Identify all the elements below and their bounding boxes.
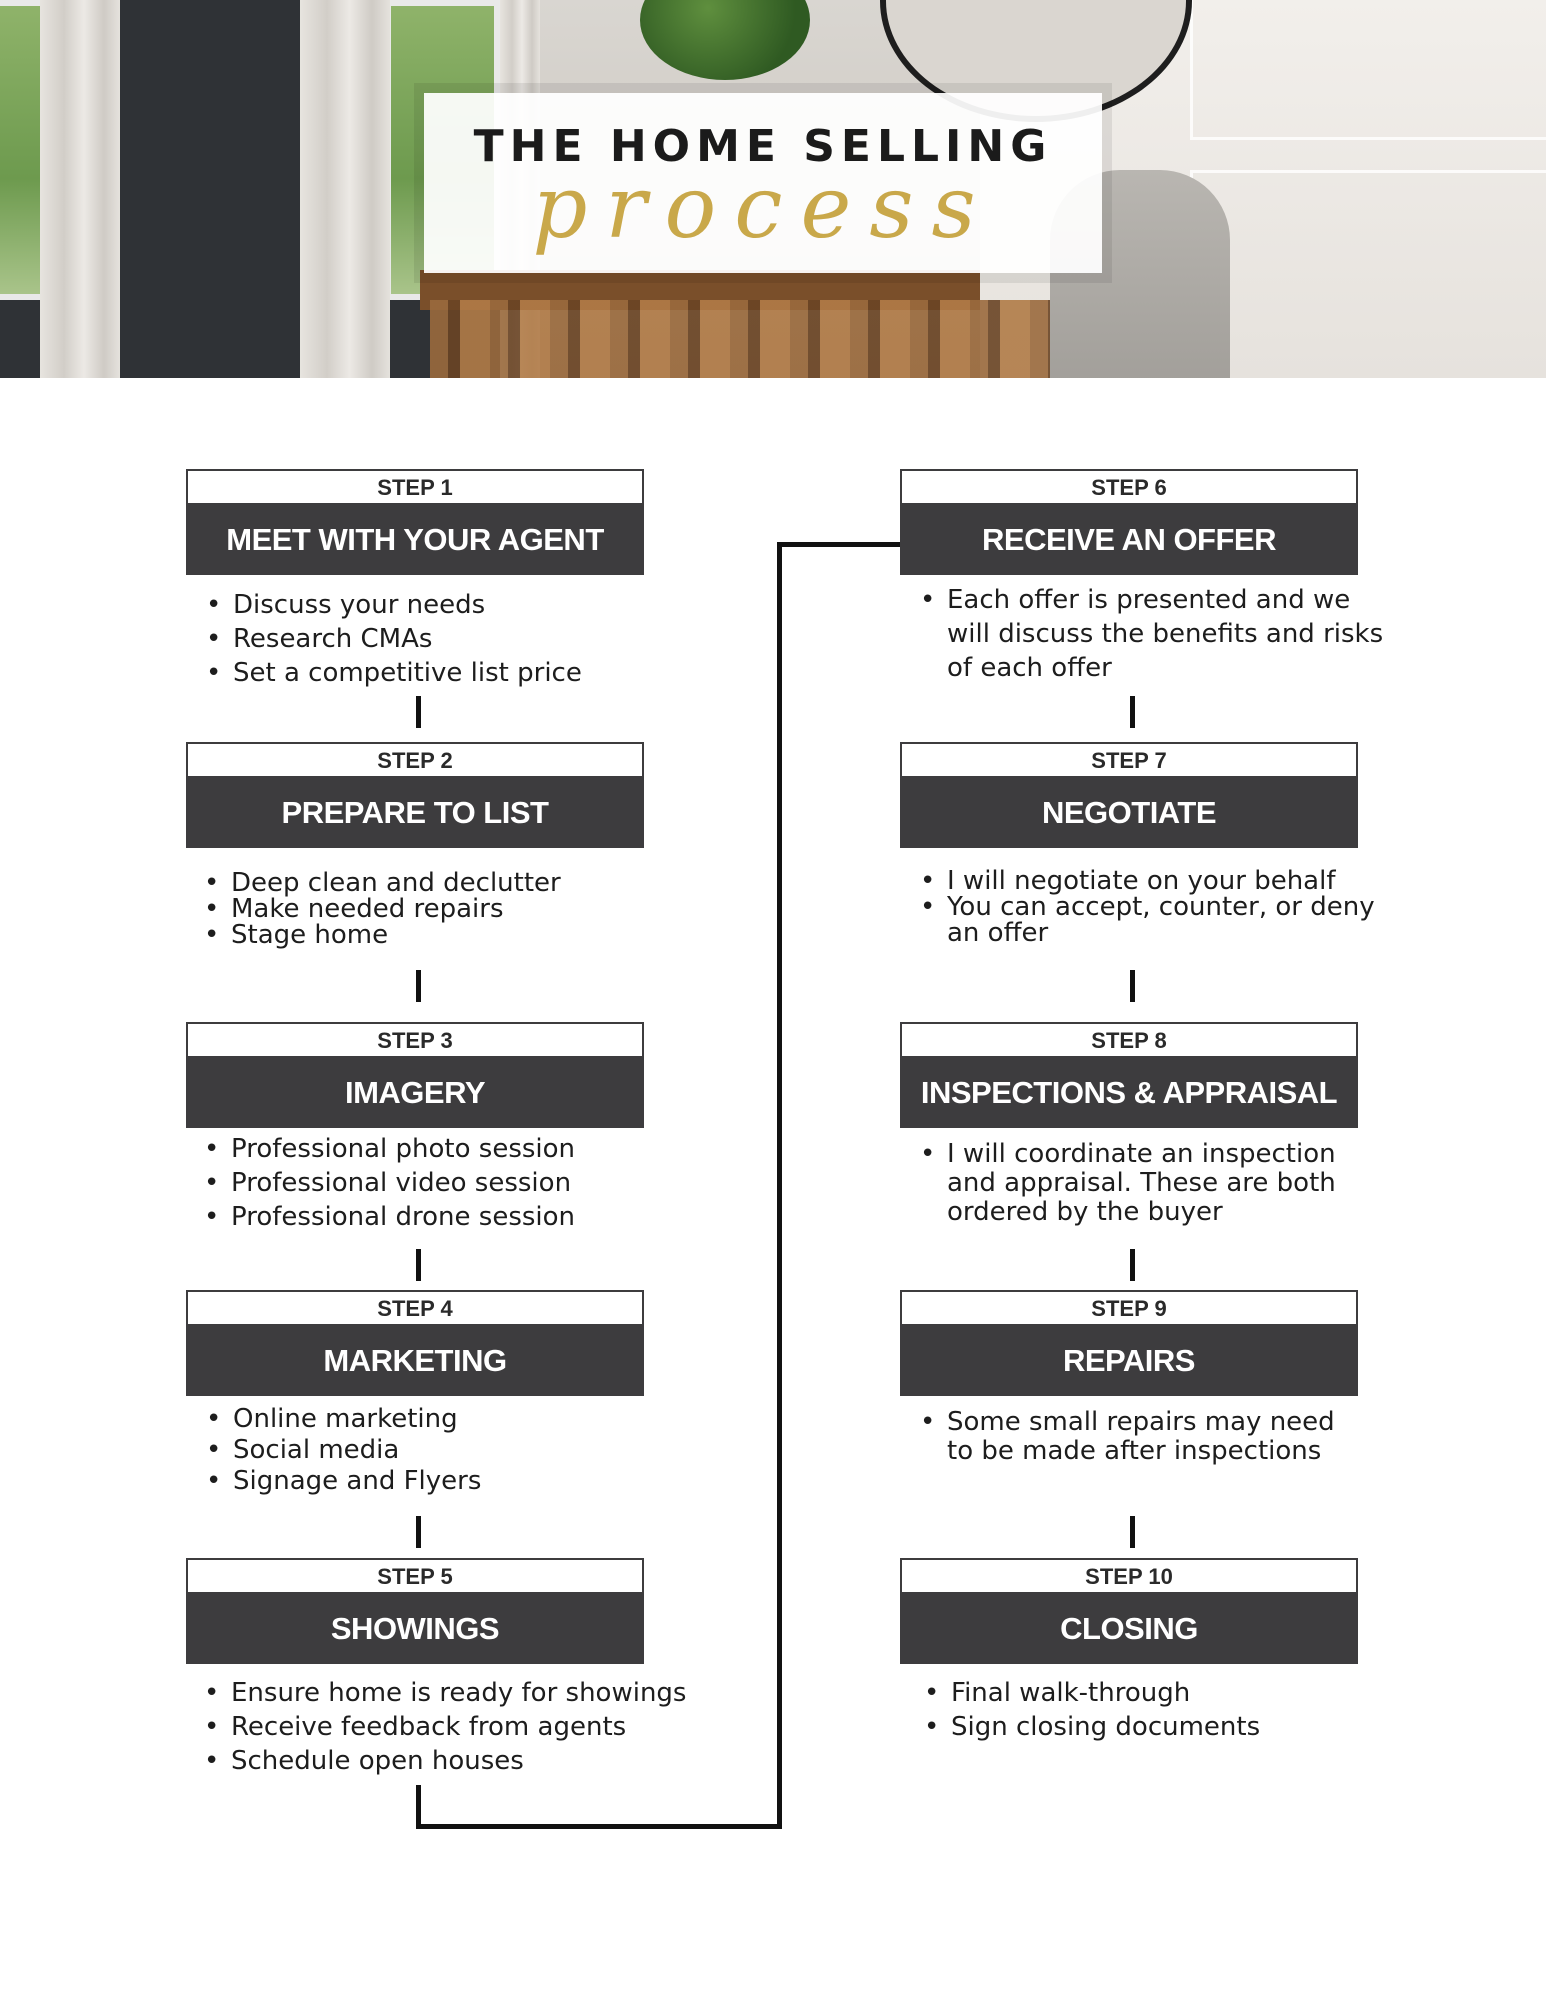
step-title: IMAGERY xyxy=(186,1058,644,1128)
step-3-bullets xyxy=(186,1132,575,1234)
header-photo xyxy=(0,0,1546,378)
step-number: STEP 5 xyxy=(186,1558,644,1594)
list-item: • Some small repairs may need to be made after inspections xyxy=(947,1408,1367,1466)
list-item: • Online marketing xyxy=(233,1404,481,1435)
title-card xyxy=(424,93,1102,273)
flow-path-top xyxy=(777,542,902,547)
step-title: SHOWINGS xyxy=(186,1594,644,1664)
step-6 xyxy=(900,469,1358,575)
wall-panel xyxy=(1190,0,1546,140)
step-number: STEP 4 xyxy=(186,1290,644,1326)
step-title: RECEIVE AN OFFER xyxy=(900,505,1358,575)
curtain xyxy=(300,0,390,378)
list-item: • Receive feedback from agents xyxy=(231,1710,686,1744)
step-number: STEP 2 xyxy=(186,742,644,778)
step-title: PREPARE TO LIST xyxy=(186,778,644,848)
list-item: • Schedule open houses xyxy=(231,1744,686,1778)
step-10-bullets xyxy=(906,1676,1260,1744)
list-item: • Discuss your needs xyxy=(233,588,582,622)
step-title: INSPECTIONS & APPRAISAL xyxy=(900,1058,1358,1128)
plant xyxy=(640,0,810,80)
step-2-bullets xyxy=(186,870,561,948)
step-title: MEET WITH YOUR AGENT xyxy=(186,505,644,575)
step-7-bullets xyxy=(902,868,1387,946)
step-title: REPAIRS xyxy=(900,1326,1358,1396)
step-7 xyxy=(900,742,1358,848)
list-item: • I will negotiate on your behalf xyxy=(947,868,1387,894)
step-1 xyxy=(186,469,644,575)
list-item: • Final walk-through xyxy=(951,1676,1260,1710)
connector xyxy=(1130,696,1135,728)
curtain xyxy=(40,0,120,378)
flow-path-down xyxy=(416,1785,421,1829)
step-title: MARKETING xyxy=(186,1326,644,1396)
step-number: STEP 3 xyxy=(186,1022,644,1058)
step-number: STEP 9 xyxy=(900,1290,1358,1326)
chairs xyxy=(430,300,1050,378)
list-item: • Professional photo session xyxy=(231,1132,575,1166)
step-9-bullets xyxy=(902,1408,1367,1466)
list-item: • Social media xyxy=(233,1435,481,1466)
flow-path-up xyxy=(777,542,782,1829)
step-3 xyxy=(186,1022,644,1128)
step-title: CLOSING xyxy=(900,1594,1358,1664)
step-number: STEP 8 xyxy=(900,1022,1358,1058)
step-title: NEGOTIATE xyxy=(900,778,1358,848)
step-number: STEP 7 xyxy=(900,742,1358,778)
list-item: • Signage and Flyers xyxy=(233,1466,481,1497)
step-4-bullets xyxy=(188,1404,481,1497)
connector xyxy=(416,970,421,1002)
list-item: • I will coordinate an inspection and appraisal. These are both ordered by the buyer xyxy=(947,1140,1392,1227)
connector xyxy=(416,696,421,728)
title-line-1: THE HOME SELLING xyxy=(473,121,1053,172)
step-8-bullets xyxy=(902,1140,1392,1227)
list-item: • Ensure home is ready for showings xyxy=(231,1676,686,1710)
list-item: • Stage home xyxy=(231,922,561,948)
connector xyxy=(416,1516,421,1548)
step-6-bullets xyxy=(902,583,1387,685)
step-number: STEP 10 xyxy=(900,1558,1358,1594)
step-number: STEP 1 xyxy=(186,469,644,505)
step-number: STEP 6 xyxy=(900,469,1358,505)
flow-path-bottom xyxy=(416,1824,782,1829)
step-2 xyxy=(186,742,644,848)
step-5-bullets xyxy=(186,1676,686,1778)
step-1-bullets xyxy=(188,588,582,690)
step-9 xyxy=(900,1290,1358,1396)
wall-panel xyxy=(1190,170,1546,378)
list-item: • Professional drone session xyxy=(231,1200,575,1234)
list-item: • Each offer is presented and we will discuss the benefits and risks of each offer xyxy=(947,583,1387,685)
list-item: • Professional video session xyxy=(231,1166,575,1200)
list-item: • Make needed repairs xyxy=(231,896,561,922)
connector xyxy=(1130,1516,1135,1548)
list-item: • Set a competitive list price xyxy=(233,656,582,690)
step-10 xyxy=(900,1558,1358,1664)
list-item: • Deep clean and declutter xyxy=(231,870,561,896)
list-item: • Sign closing documents xyxy=(951,1710,1260,1744)
step-4 xyxy=(186,1290,644,1396)
step-8 xyxy=(900,1022,1358,1128)
step-5 xyxy=(186,1558,644,1664)
list-item: • You can accept, counter, or deny an offer xyxy=(947,894,1387,946)
connector xyxy=(416,1249,421,1281)
title-line-2-script: process xyxy=(532,158,994,258)
connector xyxy=(1130,970,1135,1002)
list-item: • Research CMAs xyxy=(233,622,582,656)
connector xyxy=(1130,1249,1135,1281)
